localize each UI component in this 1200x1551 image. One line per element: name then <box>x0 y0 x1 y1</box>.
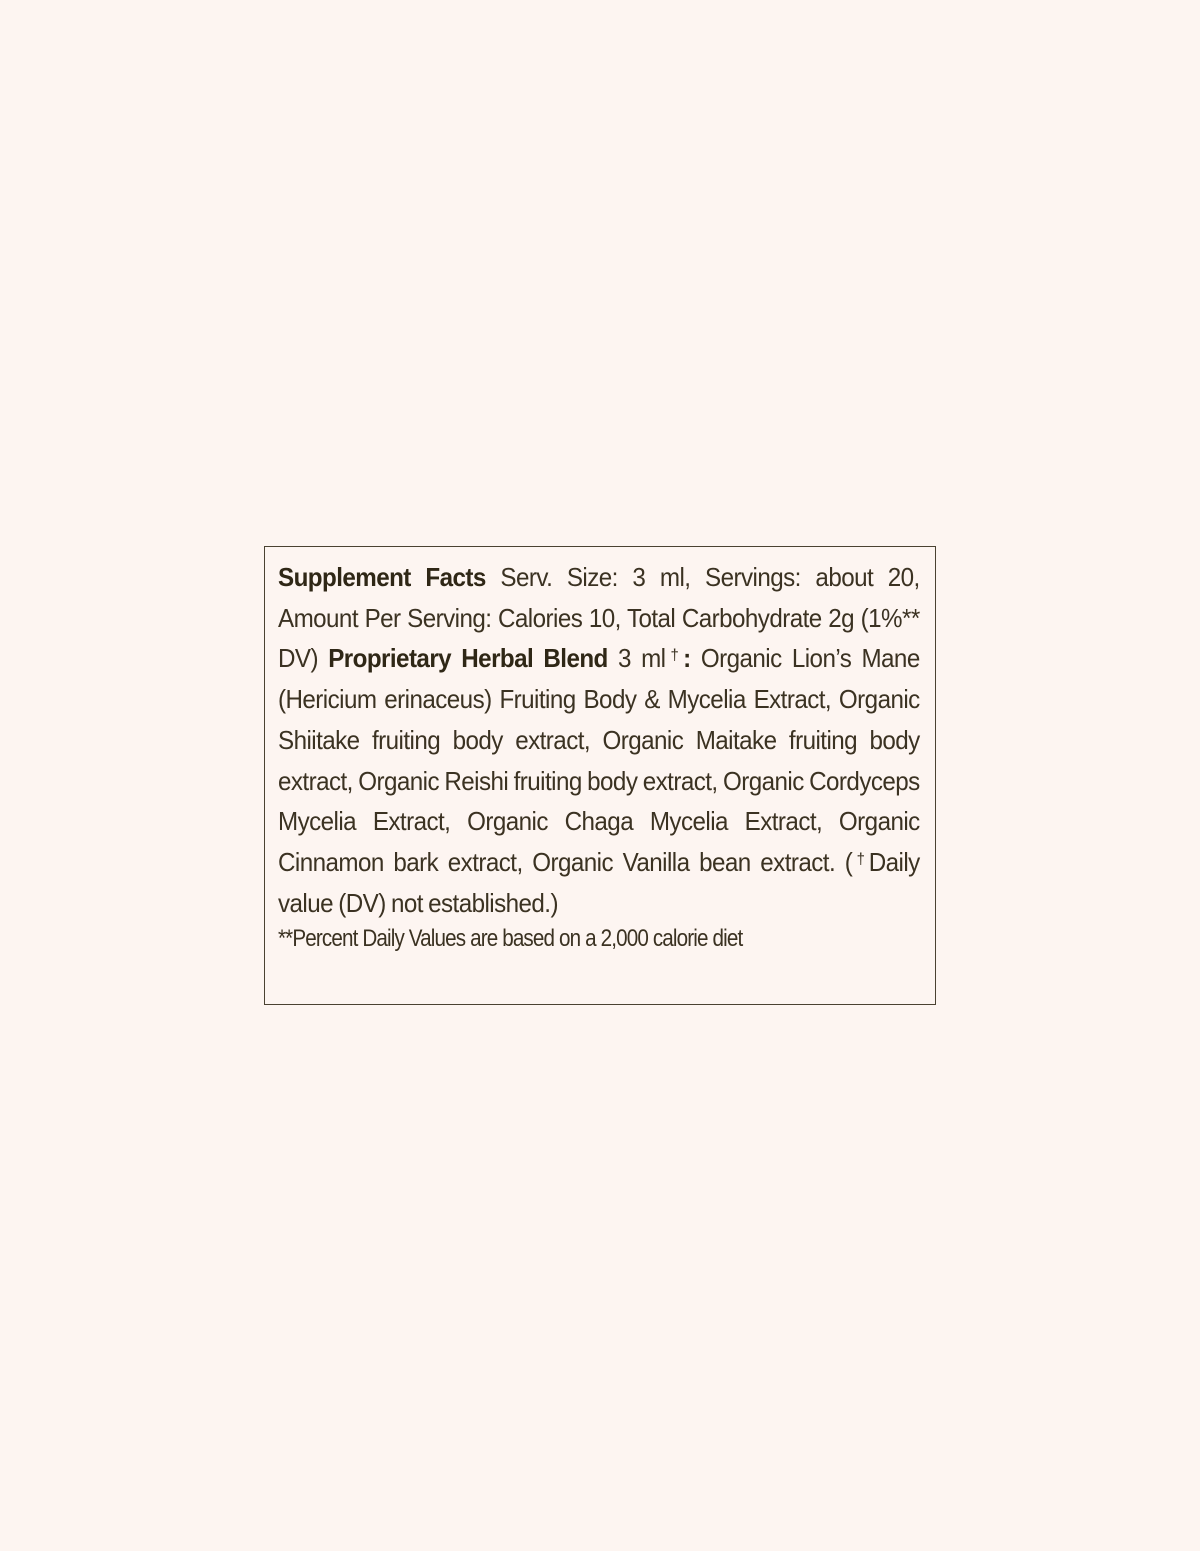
blend-colon: : <box>683 643 691 674</box>
ingredients-list: Organic Lion’s Mane (Hericium erinaceus) Fruiting Body & Mycelia Extract, Organic Shiitake fruiting body extract, Organic Maitake fruiting body extract, Organic Reishi fruiting body extract, Organic Cordyceps Mycelia Extract, Organic Chaga Mycelia Extract, Organic Cinnamon bark extract, Organic Vanilla bean extract. ( <box>278 643 920 877</box>
dv-dagger: † <box>852 850 869 868</box>
blend-name: Proprietary Herbal Blend <box>328 643 608 674</box>
supplement-facts-panel <box>264 546 936 1005</box>
serving-info: Serv. Size: 3 ml, Servings: about 20, Amount Per Serving: Calories 10, Total Carbohydrate 2g (1%** DV) <box>278 562 920 674</box>
dv-note: Daily value (DV) not established.) <box>278 846 920 918</box>
supplement-facts-text <box>278 557 920 923</box>
supplement-facts-heading: Supplement Facts <box>278 562 486 592</box>
blend-dagger: † <box>665 647 684 665</box>
daily-value-footnote: **Percent Daily Values are based on a 2,000 calorie diet <box>278 925 743 953</box>
blend-amount: 3 ml <box>607 643 666 674</box>
